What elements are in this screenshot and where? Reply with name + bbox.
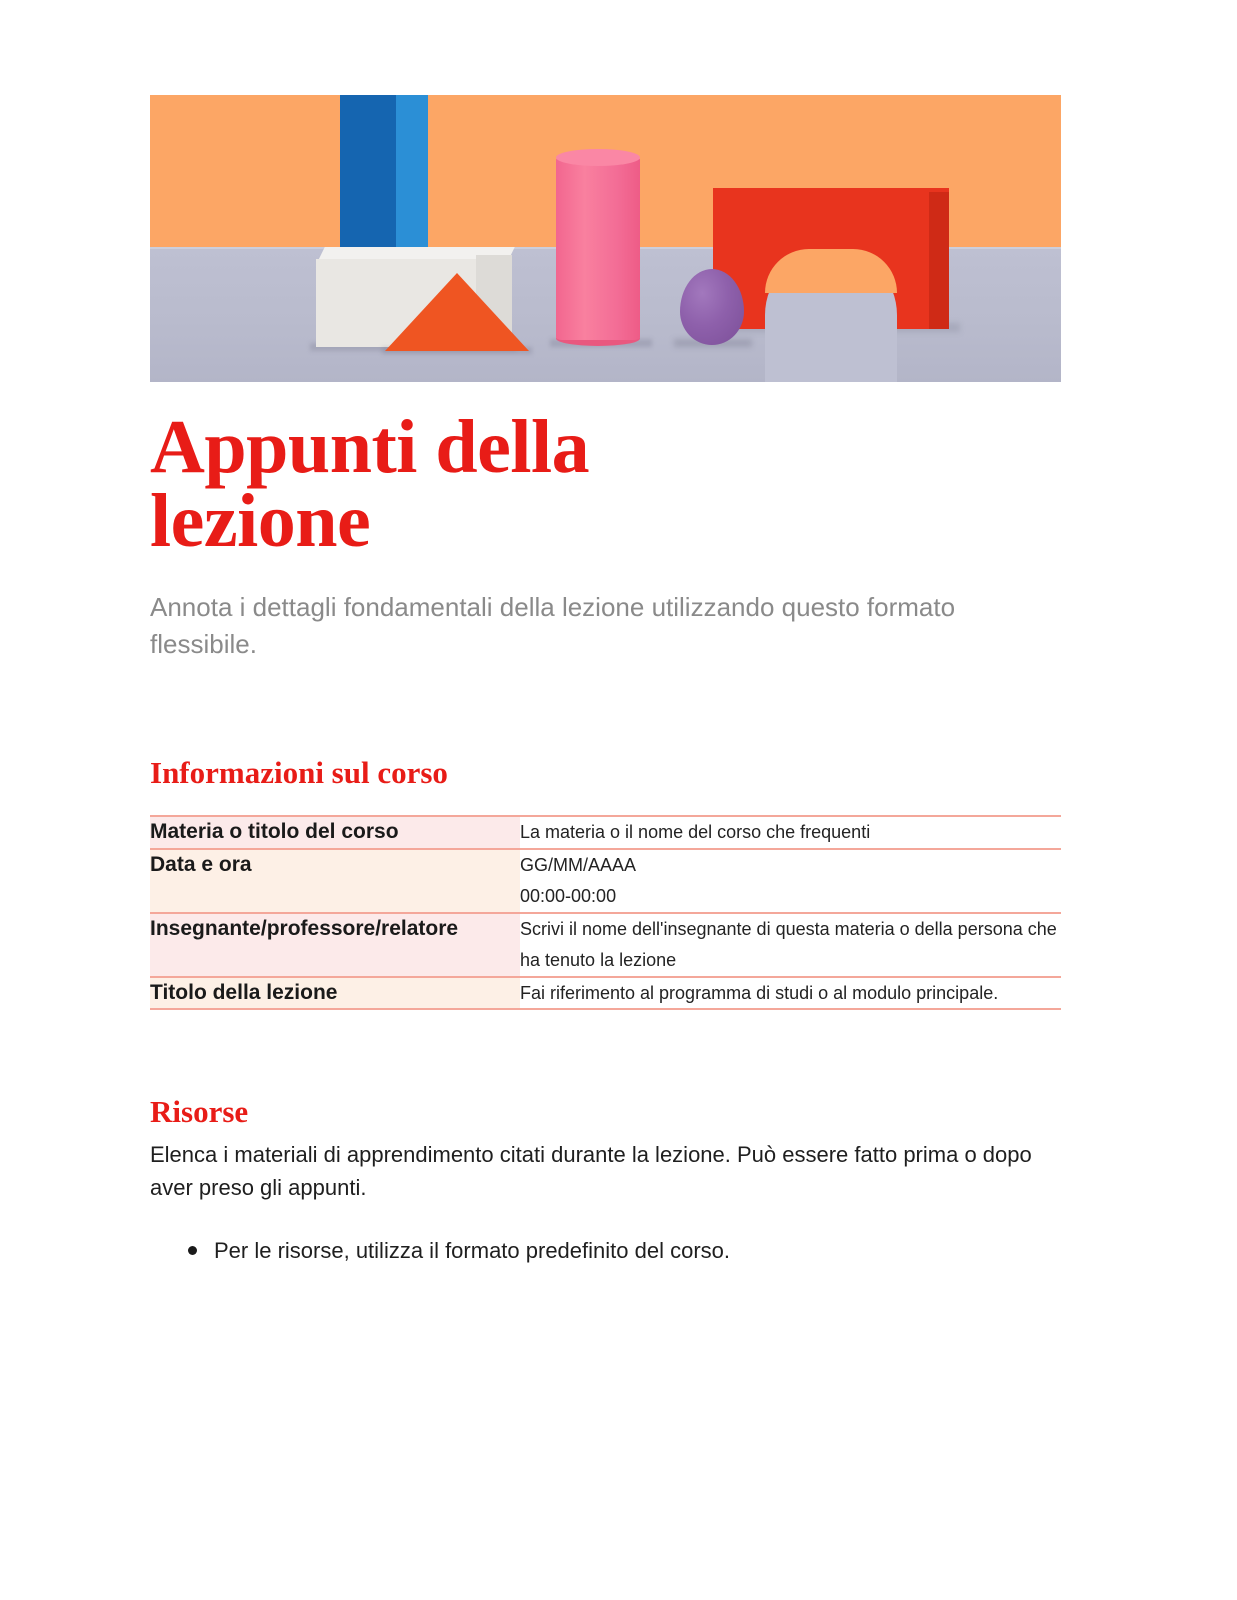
- row-value-line: Fai riferimento al programma di studi o al modulo principale.: [520, 982, 999, 1003]
- blue-block-face: [340, 95, 396, 257]
- row-value-line: Scrivi il nome dell'insegnante di questa materia o della persona che ha tenuto la lezione: [520, 918, 1057, 970]
- row-value[interactable]: [520, 977, 1061, 1010]
- red-arch-opening-sky: [765, 249, 897, 293]
- document-content: [150, 95, 1061, 1267]
- row-value-line: 00:00-00:00: [520, 885, 617, 906]
- table-row: [150, 977, 1061, 1010]
- row-label: Materia o titolo del corso: [150, 816, 520, 849]
- page-title: Appunti della lezione: [150, 405, 590, 564]
- section-heading-resources: Risorse: [150, 1094, 249, 1130]
- row-label: Data e ora: [150, 849, 520, 913]
- table-row: [150, 913, 1061, 977]
- pink-cylinder-body: [556, 157, 640, 340]
- row-value[interactable]: [520, 913, 1061, 977]
- table-row: [150, 849, 1061, 913]
- purple-egg-block: [680, 269, 744, 345]
- blue-block-side: [396, 95, 428, 253]
- orange-triangle-block: [385, 273, 529, 351]
- row-value[interactable]: [520, 849, 1061, 913]
- page-subtitle: Annota i dettagli fondamentali della lezione utilizzando questo formato flessibile.: [150, 591, 956, 659]
- resources-description: Elenca i materiali di apprendimento citati durante la lezione. Può essere fatto prima o dopo aver preso gli appunti.: [150, 1142, 1032, 1201]
- hero-image: [150, 95, 1061, 382]
- red-arch-side: [929, 192, 949, 329]
- row-value[interactable]: [520, 816, 1061, 849]
- pink-cylinder-top: [556, 149, 640, 166]
- course-info-table: [150, 815, 1061, 1011]
- row-label: Titolo della lezione: [150, 977, 520, 1010]
- row-value-line: GG/MM/AAAA: [520, 854, 637, 875]
- row-value-line: La materia o il nome del corso che frequenti: [520, 821, 871, 842]
- row-label: Insegnante/professore/relatore: [150, 913, 520, 977]
- table-row: [150, 816, 1061, 849]
- list-item: Per le risorse, utilizza il formato predefinito del corso.: [188, 1234, 1061, 1267]
- resources-list: [150, 1234, 1061, 1267]
- section-heading-course-info: Informazioni sul corso: [150, 754, 448, 790]
